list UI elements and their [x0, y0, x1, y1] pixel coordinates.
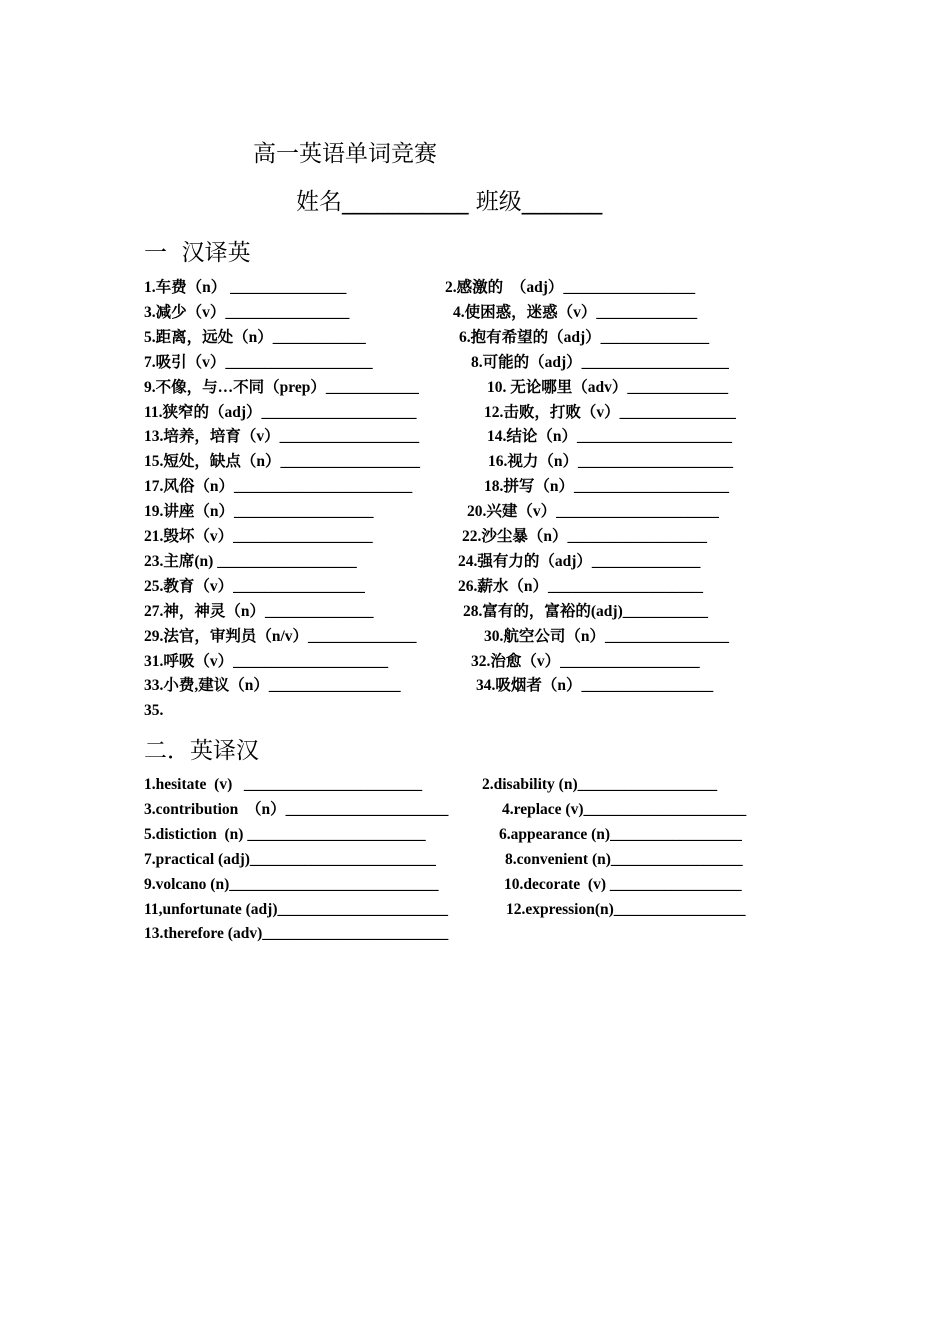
item-row — [0, 353, 950, 377]
item-left: 7.practical (adj)________________________ — [144, 850, 436, 868]
item-right: 16.视力（n）____________________ — [488, 453, 733, 471]
item-left: 11,unfortunate (adj)______________________ — [144, 900, 448, 918]
item-right: 32.治愈（v）__________________ — [471, 652, 700, 670]
name-class-line: 姓名___________ 班级_______ — [296, 189, 603, 215]
item-row — [0, 403, 950, 427]
item-left: 11.狭窄的（adj）____________________ — [144, 403, 417, 421]
item-right: 6.抱有希望的（adj）______________ — [459, 328, 710, 346]
section-2-heading: 二．英译汉 — [144, 738, 259, 764]
item-left: 31.呼吸（v）____________________ — [144, 652, 389, 670]
item-row — [0, 850, 950, 874]
item-left: 15.短处，缺点（n）__________________ — [144, 453, 420, 471]
item-right: 10. 无论哪里（adv）_____________ — [487, 378, 729, 396]
item-right: 2.disability (n)__________________ — [482, 776, 718, 793]
item-row — [0, 627, 950, 651]
item-row — [0, 900, 950, 924]
item-left: 5.距离，远处（n）____________ — [144, 328, 366, 346]
item-row — [0, 477, 950, 501]
item-row — [0, 278, 950, 302]
item-row — [0, 602, 950, 626]
item-row — [0, 427, 950, 451]
item-right: 30.航空公司（n）________________ — [484, 627, 729, 645]
item-left: 23.主席(n) __________________ — [144, 552, 357, 570]
item-left: 13.培养，培育（v）__________________ — [144, 428, 420, 446]
item-right: 22.沙尘暴（n）__________________ — [462, 528, 707, 545]
item-right: 12.expression(n)_________________ — [506, 900, 746, 918]
item-left: 7.吸引（v）___________________ — [144, 353, 373, 371]
item-row — [0, 452, 950, 476]
item-row — [0, 552, 950, 576]
item-right: 8.convenient (n)_________________ — [505, 850, 743, 868]
item-right: 4.使困惑，迷惑（v）_____________ — [453, 303, 698, 321]
item-row — [0, 577, 950, 601]
item-right: 20.兴建（v）_____________________ — [467, 503, 719, 521]
item-left: 25.教育（v）_________________ — [144, 577, 365, 595]
item-left: 9.不像，与…不同（prep）____________ — [144, 378, 419, 396]
item-left: 9.volcano (n)___________________________ — [144, 875, 439, 893]
item-left: 29.法官，审判员（n/v）______________ — [144, 627, 417, 645]
section-1-heading: 一 汉译英 — [144, 240, 251, 266]
item-right: 12.击败，打败（v）_______________ — [484, 403, 736, 421]
worksheet-title: 高一英语单词竞赛 — [253, 141, 437, 167]
item-right: 2.感激的 （adj）_________________ — [445, 279, 696, 296]
item-right: 18.拼写（n）____________________ — [484, 478, 729, 496]
item-left: 1.车费（n） _______________ — [144, 279, 347, 296]
item-row — [0, 328, 950, 352]
item-right: 4.replace (v)_____________________ — [502, 800, 747, 818]
item-right: 8.可能的（adj）___________________ — [471, 353, 729, 371]
item-left: 3.减少（v）________________ — [144, 303, 350, 321]
item-left: 21.毁坏（v）__________________ — [144, 528, 373, 545]
item-row — [0, 303, 950, 327]
item-row — [0, 825, 950, 849]
item-right: 26.薪水（n）____________________ — [458, 577, 703, 595]
item-right: 28.富有的，富裕的(adj)___________ — [463, 602, 708, 620]
item-row — [0, 924, 950, 948]
item-right: 10.decorate (v) _________________ — [504, 875, 742, 893]
item-row — [0, 527, 950, 551]
item-row — [0, 775, 950, 799]
item-left: 3.contribution （n）_____________________ — [144, 800, 449, 818]
item-left: 1.hesitate (v) _______________________ — [144, 776, 423, 793]
item-right: 34.吸烟者（n）_________________ — [476, 677, 714, 695]
item-right: 24.强有力的（adj）______________ — [458, 552, 701, 570]
item-row — [0, 800, 950, 824]
item-left: 5.distiction (n) _______________________ — [144, 825, 426, 843]
item-left: 27.神，神灵（n）______________ — [144, 602, 374, 620]
item-row — [0, 378, 950, 402]
item-right: 14.结论（n）____________________ — [487, 428, 732, 446]
item-row — [0, 676, 950, 700]
item-left: 19.讲座（n）__________________ — [144, 503, 374, 521]
item-row — [0, 701, 950, 725]
item-left: 13.therefore (adv)________________________ — [144, 925, 449, 943]
item-left: 17.风俗（n）_______________________ — [144, 478, 413, 496]
item-row — [0, 875, 950, 899]
item-right: 6.appearance (n)_________________ — [499, 825, 742, 843]
item-row — [0, 652, 950, 676]
item-row — [0, 502, 950, 526]
item-left: 33.小费,建议（n）_________________ — [144, 677, 401, 695]
item-left: 35. — [144, 702, 164, 720]
